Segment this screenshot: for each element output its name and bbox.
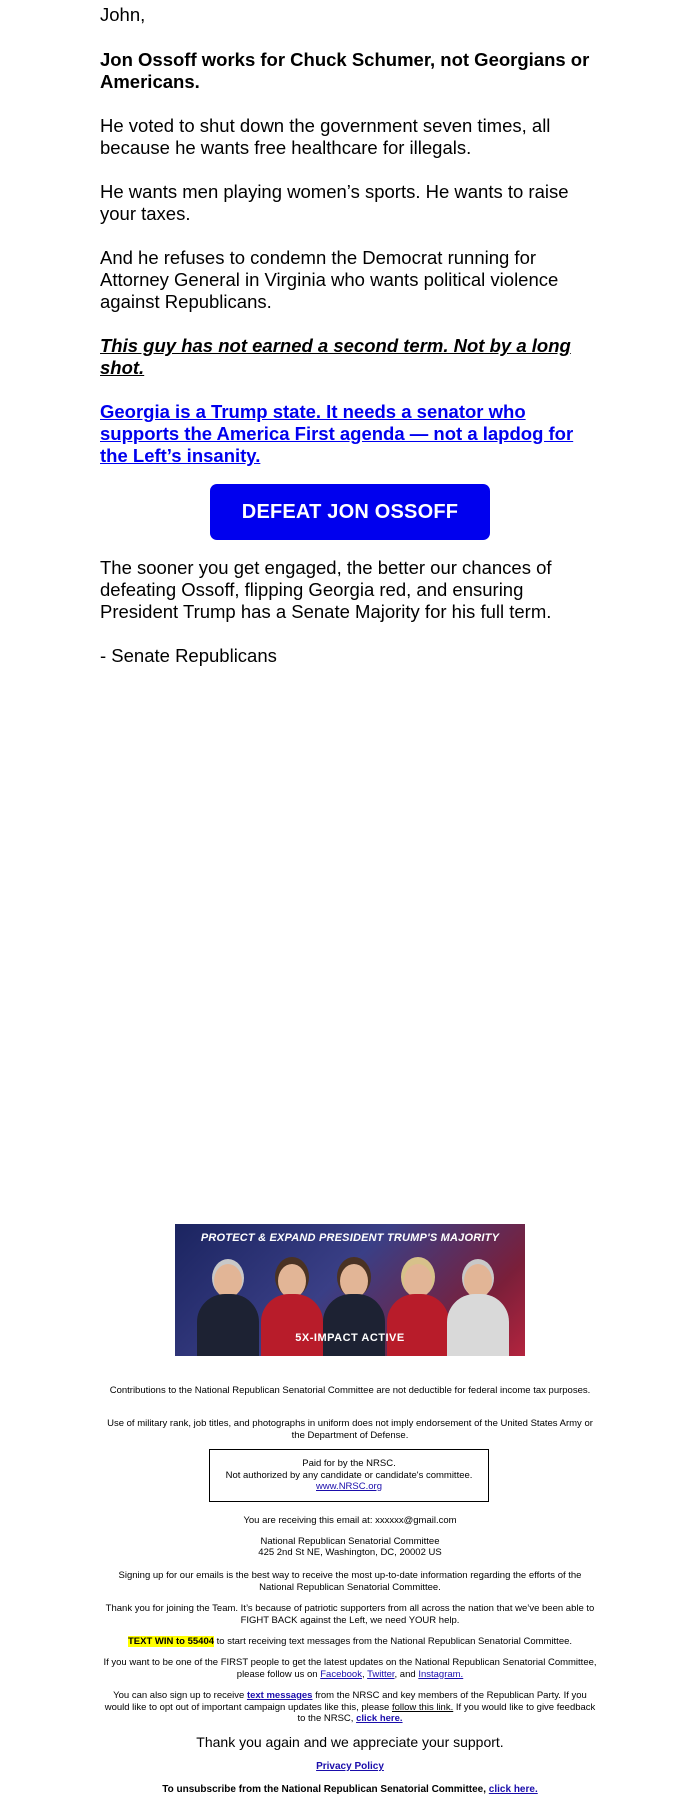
follow-text: If you want to be one of the FIRST people to get the latest updates on the National Republican Senatorial Committee, please follow us on — [103, 1657, 597, 1680]
banner-headline: PROTECT & EXPAND PRESIDENT TRUMP'S MAJORITY — [200, 1232, 500, 1244]
text-signup-rest: to start receiving text messages from the National Republican Senatorial Committee. — [214, 1636, 573, 1647]
paid-for-box — [209, 1449, 489, 1502]
banner-subline: 5X-IMPACT ACTIVE — [295, 1332, 405, 1344]
unsubscribe-link[interactable]: click here. — [488, 1784, 538, 1795]
unsubscribe-line — [100, 1784, 600, 1795]
sms-optout-line — [100, 1690, 600, 1725]
georgia-trump-state-link[interactable]: Georgia is a Trump state. It needs a senator who supports the America First agenda — not a lapdog for the Left’s insanity. — [100, 401, 574, 466]
emphasis-statement: This guy has not earned a second term. Not by a long shot. — [100, 335, 571, 378]
opt-out-link[interactable]: follow this link. — [391, 1701, 454, 1713]
privacy-line — [100, 1761, 600, 1772]
paragraph-sports-taxes: He wants men playing women’s sports. He wants to raise your taxes. — [100, 181, 569, 224]
defeat-jon-ossoff-button[interactable]: DEFEAT JON OSSOFF — [210, 484, 490, 540]
org-address: 425 2nd St NE, Washington, DC, 20002 US — [258, 1547, 442, 1558]
text-messages-link[interactable]: text messages — [246, 1690, 313, 1701]
cta-container — [210, 484, 490, 540]
headline: Jon Ossoff works for Chuck Schumer, not Georgians or Americans. — [100, 49, 590, 92]
text-signup-line — [100, 1636, 600, 1648]
thanks-team-note: Thank you for joining the Team. It’s because of patriotic supporters from all across the nation that we’ve been able to FIGHT BACK against the Left, we need YOUR help. — [105, 1603, 595, 1626]
receiving-email-note: You are receiving this email at: xxxxxx@gmail.com — [243, 1515, 457, 1526]
greeting: John, — [100, 4, 146, 25]
paid-line-1: Paid for by the NRSC. — [302, 1458, 396, 1469]
follow-and: , and — [394, 1668, 419, 1680]
sms-post-text: If you would like to give feedback to the NRSC, — [297, 1701, 596, 1724]
org-name: National Republican Senatorial Committee — [260, 1536, 440, 1547]
signup-note: Signing up for our emails is the best way to receive the most up-to-date information regarding the efforts of the National Republican Senatorial Committee. — [118, 1570, 582, 1593]
thanks-final: Thank you again and we appreciate your support. — [196, 1734, 504, 1750]
feedback-link[interactable]: click here. — [356, 1713, 403, 1724]
follow-us-line — [100, 1657, 600, 1680]
signoff: - Senate Republicans — [100, 645, 277, 666]
facebook-link[interactable]: Facebook — [320, 1668, 362, 1680]
follow-comma: , — [361, 1668, 368, 1680]
privacy-policy-link[interactable]: Privacy Policy — [316, 1761, 384, 1772]
sms-pre-text: You can also sign up to receive — [113, 1690, 247, 1701]
disclaimer-deductible: Contributions to the National Republican Senatorial Committee are not deductible for federal income tax purposes. — [109, 1385, 591, 1396]
paragraph-shutdown: He voted to shut down the government seven times, all because he wants free healthcare for illegals. — [100, 115, 551, 158]
paid-line-2: Not authorized by any candidate or candidate's committee. — [225, 1469, 473, 1481]
sms-mid-text: from the NRSC and key members of the Republican Party. If you would like to opt out of important campaign updates like this, please — [104, 1690, 587, 1713]
nrsc-website-link[interactable]: www.NRSC.org — [316, 1481, 382, 1492]
paragraph-sooner: The sooner you get engaged, the better our chances of defeating Ossoff, flipping Georgia red, and ensuring President Trump has a Senate Majority for his full term. — [100, 557, 552, 622]
instagram-link[interactable]: Instagram. — [418, 1668, 464, 1680]
twitter-link[interactable]: Twitter — [367, 1668, 395, 1680]
paragraph-condemn: And he refuses to condemn the Democrat running for Attorney General in Virginia who wants political violence against Republicans. — [100, 247, 559, 312]
disclaimer-military: Use of military rank, job titles, and photographs in uniform does not imply endorsement of the United States Army or the Department of Defense. — [107, 1418, 593, 1441]
text-win-highlight: TEXT WIN to 55404 — [127, 1636, 215, 1647]
unsubscribe-text: To unsubscribe from the National Republican Senatorial Committee, — [162, 1784, 489, 1795]
senators-banner-image[interactable] — [175, 1224, 525, 1356]
